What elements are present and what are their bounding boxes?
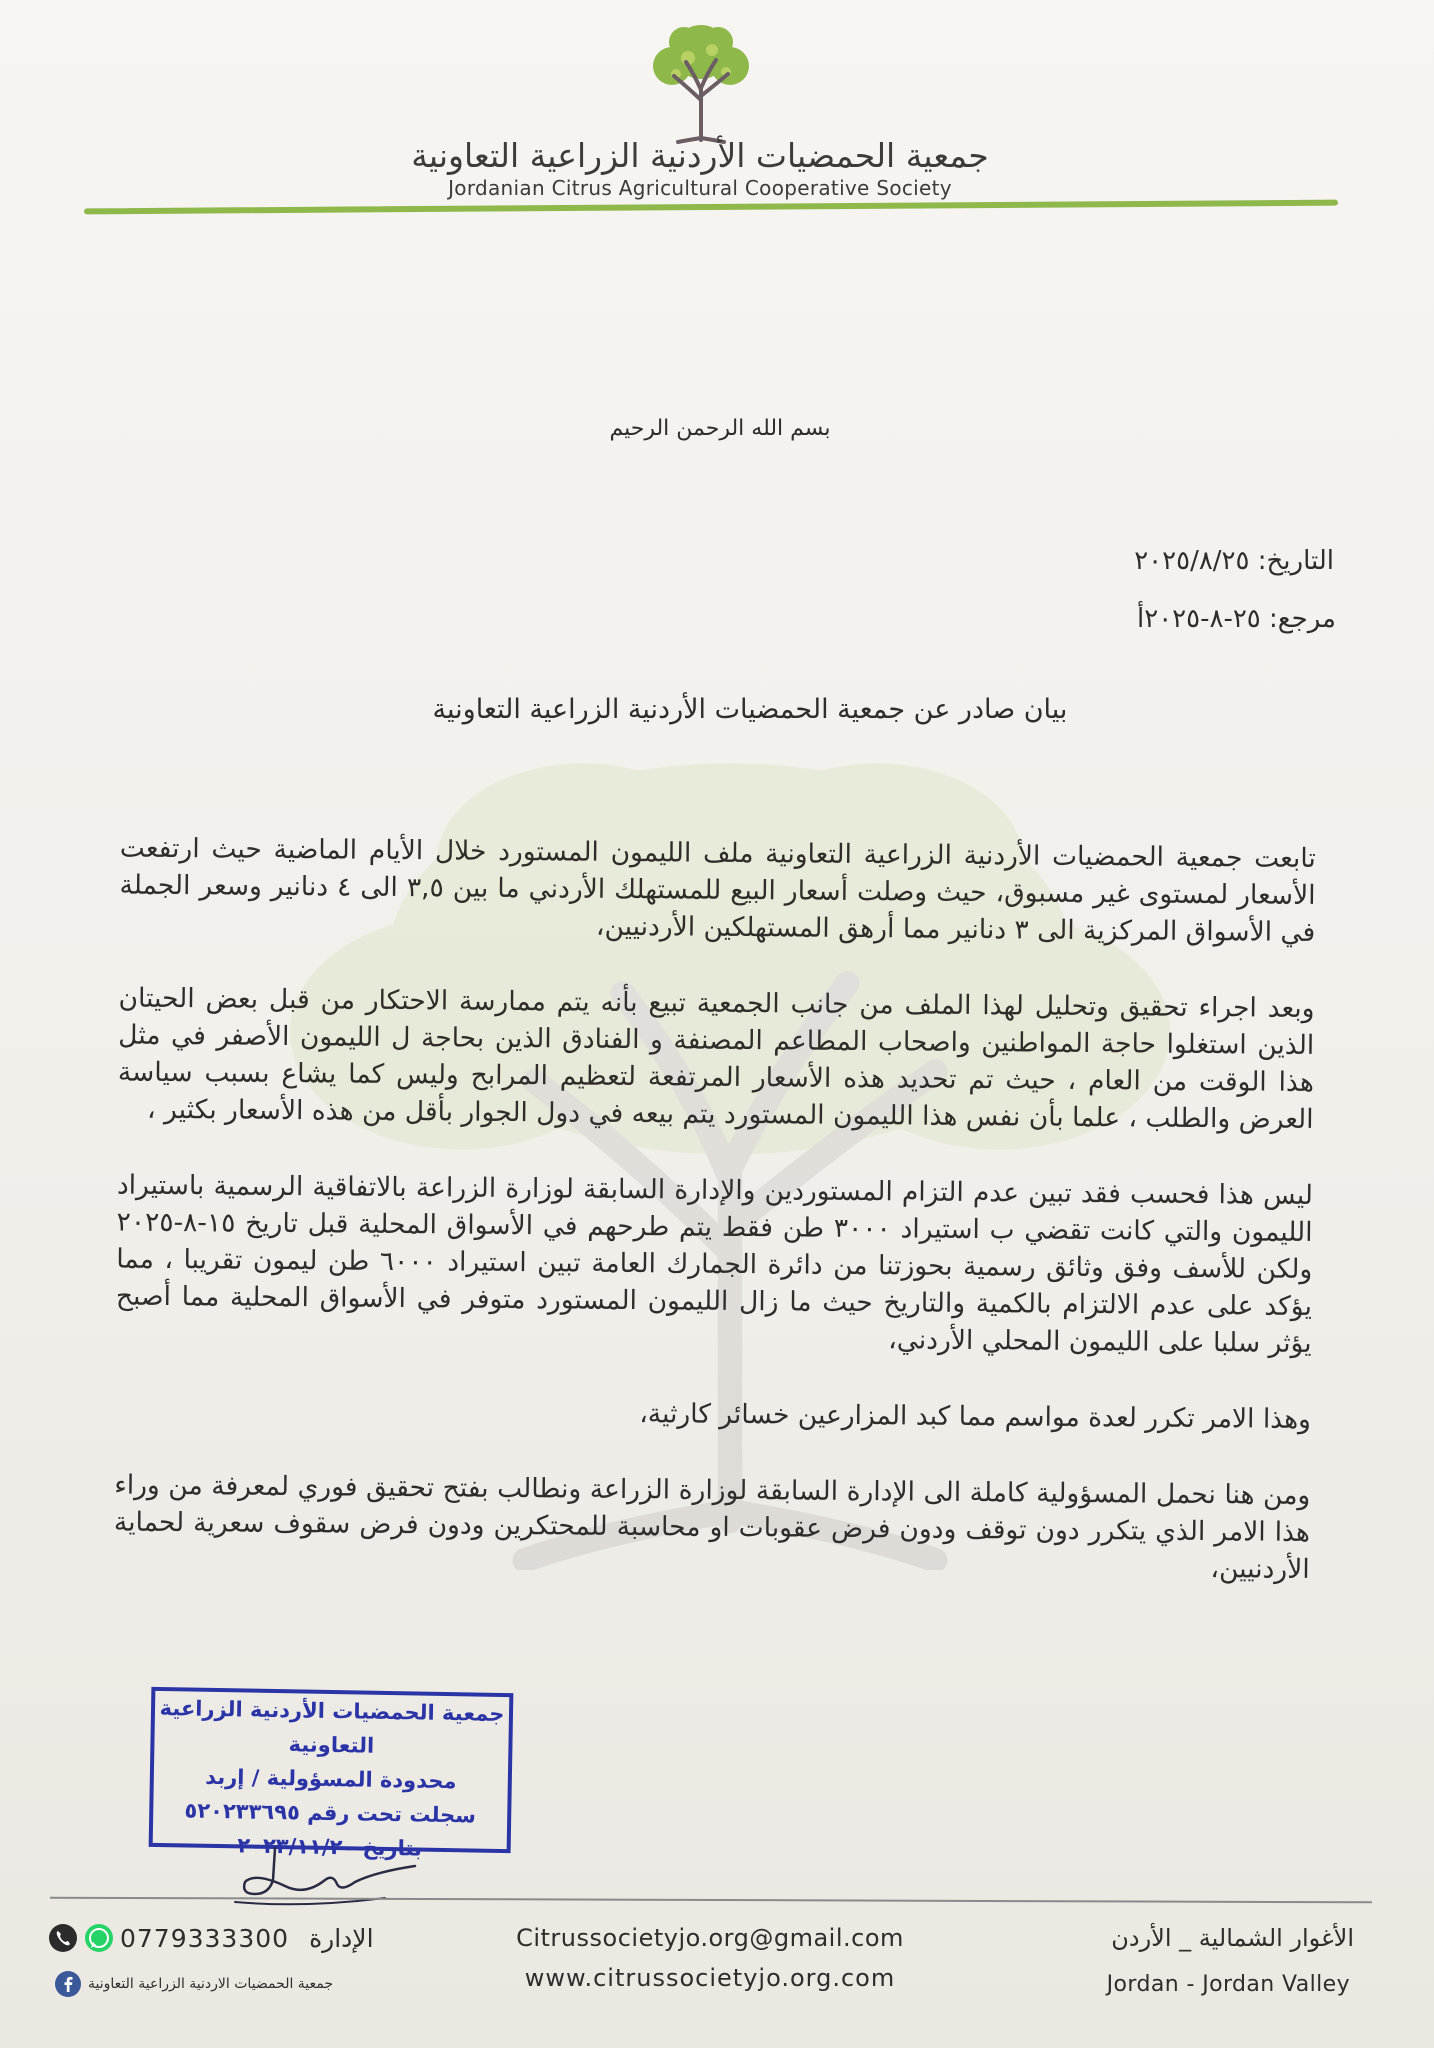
header-divider [84,200,1338,215]
body-paragraph: وبعد اجراء تحقيق وتحليل لهذا الملف من جانب الجمعية تبيع بأنه يتم ممارسة الاحتكار من قبل بعض الحيتان الذين استغلوا حاجة المواطنين واصحاب المطاعم المصنفة و الفنادق الذين بحاجة ل الليمون الأصفر في مثل هذا الوقت من العام ، حيث تم تحديد هذه الأسعار المرتفعة لتعظيم المرابح وليس كما يشاع بسبب سياسة العرض والطلب ، علما بأن نفس هذا الليمون المستورد يتم بيعه في دول الجوار بأقل من هذه الأسعار بكثير ، [117,982,1315,1135]
official-stamp [149,1687,514,1861]
body-paragraph: تابعت جمعية الحمضيات الأردنية الزراعية التعاونية ملف الليمون المستورد خلال الأيام الماضية حيث ارتفعت الأسعار لمستوى غير مسبوق، حيث وصلت أسعار البيع للمستهلك الأردني ما بين ٣,٥ الى ٤ دنانير وسعر الجملة في الأسواق المركزية الى ٣ دنانير مما أرهق المستهلكين الأردنيين، [119,832,1316,948]
phone-icon [48,1923,78,1953]
org-name-arabic: جمعية الحمضيات الأردنية الزراعية التعاونية [411,136,989,175]
letter-reference: مرجع: ٢٥-٨-٢٠٢٥أ [1137,604,1336,634]
footer-website: www.citrussocietyjo.org.com [524,1964,896,1992]
letter-date: التاريخ: ٢٠٢٥/٨/٢٥ [1134,546,1334,576]
stamp-line: بتاريخ ٢٠٢٣/١١/٢٠ [237,1833,423,1861]
footer-phone: 0779333300 [120,1923,290,1953]
tree-logo-icon [636,14,766,144]
body-paragraph: ليس هذا فحسب فقد تبين عدم التزام المستوردين والإدارة السابقة لوزارة الزراعة بالاتفاقية الرسمية باستيراد الليمون والتي كانت تقضي ب استيراد ٣٠٠٠ طن فقط يتم طرحهم في الأسواق المحلية قبل تاريخ ١٥-٨-٢٠٢٥ ولكن للأسف وفق وثائق رسمية بحوزتنا من دائرة الجمارك العامة تبين استيراد ٦٠٠٠ طن ليمون تقريبا ، مما يؤكد على عدم الالتزام بالكمية والتاريخ حيث ما زال الليمون المستورد متوفر في الأسواق المحلية مما أصبح يؤثر سلبا على الليمون المحلي الأردني، [115,1169,1314,1359]
body-paragraph: ومن هنا نحمل المسؤولية كاملة الى الإدارة السابقة لوزارة الزراعة ونطالب بفتح تحقيق فوري لمعرفة من وراء هذا الامر الذي يتكرر دون توقف ودون فرض عقوبات او محاسبة للمحتكرين ودون فرض سقوف سعرية لحماية الأردنيين، [113,1469,1311,1585]
basmala: بسم الله الرحمن الرحيم [609,416,831,441]
footer-address-english: Jordan - Jordan Valley [1106,1972,1350,1997]
footer-address-arabic: الأغوار الشمالية _ الأردن [1111,1924,1354,1952]
org-name-english: Jordanian Citrus Agricultural Cooperative Society [448,176,952,200]
footer-email: Citrussocietyjo.org@gmail.com [516,1924,904,1952]
footer-admin-contact [48,1918,374,1958]
facebook-icon [54,1970,82,1998]
footer-facebook [54,1968,333,2000]
handwritten-signature [215,1842,435,1912]
stamp-line: محدودة المسؤولية / إربد [204,1764,457,1794]
statement-title: بيان صادر عن جمعية الحمضيات الأردنية الزراعية التعاونية [432,694,1068,725]
statement-body [113,830,1316,1627]
footer-admin-label: الإدارة [309,1923,374,1953]
body-paragraph: وهذا الامر تكرر لعدة مواسم مما كبد المزارعين خسائر كارثية، [639,1398,1312,1435]
footer-facebook-page: جمعية الحمضيات الاردنية الزراعية التعاونية [88,1976,334,1992]
whatsapp-icon [84,1923,114,1953]
stamp-line: سجلت تحت رقم ٥٢٠٢٣٣٦٩٥ [184,1798,477,1828]
stamp-line: جمعية الحمضيات الأردنية الزراعية التعاونية [159,1696,505,1758]
